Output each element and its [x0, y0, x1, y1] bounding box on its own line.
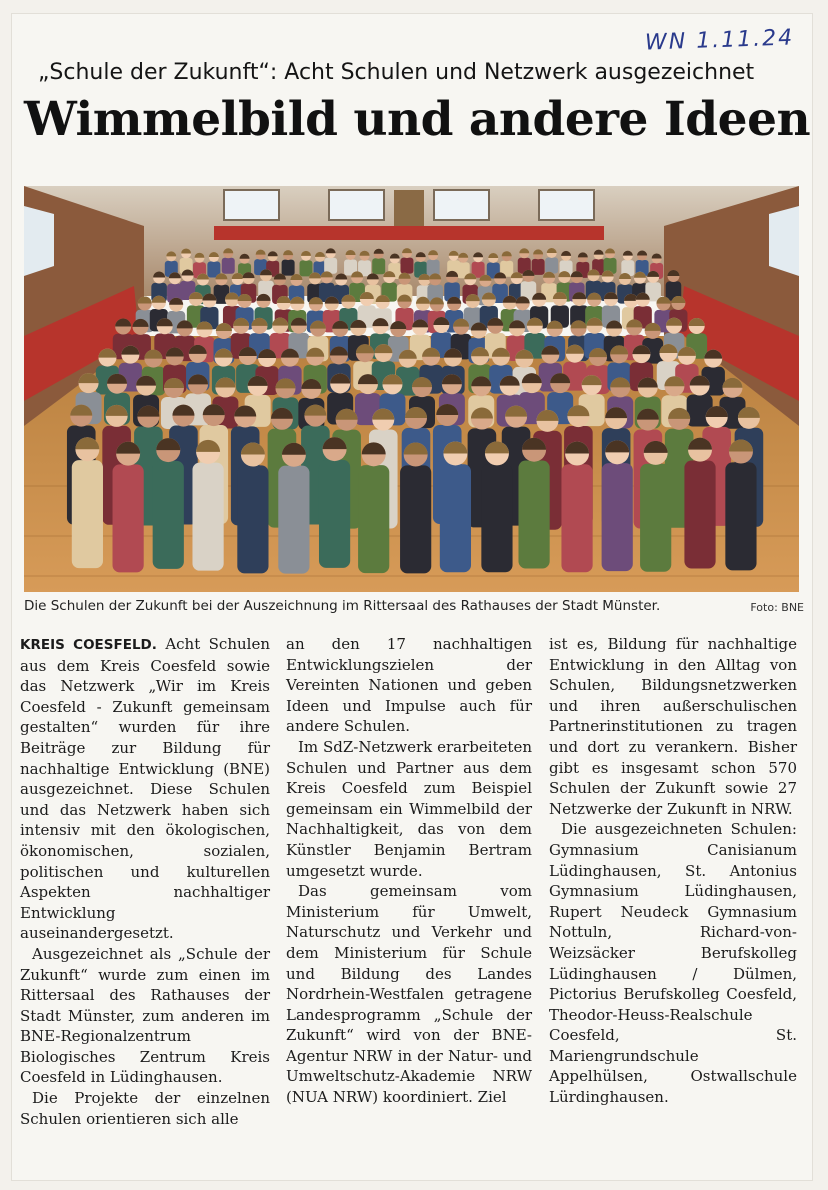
crowd-person-body	[358, 465, 389, 573]
paragraph: ist es, Bildung für nachhaltige Entwicklung in den Alltag von Schulen, Bildungsnetzwerken und ihren außerschulischen Partnerinstitutionen zu tragen und dort zu verankern. Bisher gibt es insgesamt schon 570 Schulen der Zukunft sowie 27 Netzwerke der Zukunft in NRW.	[549, 635, 797, 818]
crowd-person-body	[400, 465, 431, 573]
photo-caption: Die Schulen der Zukunft bei der Auszeichnung im Rittersaal des Rathauses der Stadt Münster.	[24, 598, 661, 614]
lead-paragraph	[20, 634, 270, 944]
crowd-person-body	[372, 258, 385, 274]
paragraph: Ausgezeichnet als „Schule der Zukunft“ wurde zum einen im Rittersaal des Rathauses der Stadt Münster, zum anderen im BNE-Regionalzentrum Biologisches Zentrum Kreis Coesfeld in Lüdinghausen.	[20, 944, 270, 1087]
article-column-2	[286, 634, 532, 1108]
crowd-person-body	[440, 464, 471, 572]
rittersaal-photo-illustration	[24, 186, 799, 592]
crowd-person-body	[300, 260, 313, 276]
paragraph: Die ausgezeichneten Schulen: Gymnasium Canisianum Lüdinghausen, St. Antonius Gymnasium Lüdinghausen, Rupert Neudeck Gymnasium Nottuln, Richard-von-Weizsäcker Berufskolleg Lüdinghausen / Dülmen, Pictorius Berufskolleg Coesfeld, Theodor-Heuss-Realschule Coesfeld, St. Mariengrundschule Appelhülsen, Ostwallschule Lürdinghausen.	[549, 820, 797, 1107]
crowd-person-body	[602, 463, 633, 571]
crowd-person-body	[518, 461, 549, 569]
crowd-person-body	[684, 460, 715, 568]
crowd-person-body	[545, 258, 558, 274]
group-photo	[24, 186, 799, 592]
crowd-person-body	[481, 464, 512, 572]
crowd-person-body	[72, 460, 103, 568]
paragraph: Im SdZ-Netzwerk erarbeiteten Schulen und Partner aus dem Kreis Coesfeld zum Beispiel gemeinsam ein Wimmelbild der Nachhaltigkeit, das von dem Künstler Benjamin Bertram umgesetzt wurde.	[286, 737, 532, 880]
crowd-person-body	[400, 258, 413, 274]
paragraph: an den 17 nachhaltigen Entwicklungszielen der Vereinten Nationen und geben Ideen und Impulse auch für andere Schulen.	[286, 635, 532, 736]
headline: Wimmelbild und andere Ideen	[24, 92, 811, 147]
dateline: KREIS COESFELD.	[20, 637, 157, 653]
photo-credit: Foto: BNE	[750, 601, 804, 614]
paragraph-text: Acht Schulen aus dem Kreis Coesfeld sowie das Netzwerk „Wir im Kreis Coesfeld - Zukunft gemeinsam gestalten“ wurden für ihre Beiträge zur Bildung für nachhaltige Entwicklung (BNE) ausgezeichnet. Diese Schulen und das Netzwerk haben sich intensiv mit den ökologischen, ökonomischen, sozialen, politischen und kulturellen Aspekten nachhaltiger Entwicklung auseinandergesetzt.	[20, 635, 270, 943]
crowd-person-body	[561, 464, 592, 572]
kicker-line: „Schule der Zukunft“: Acht Schulen und Netzwerk ausgezeichnet	[38, 60, 755, 85]
crowd-person-body	[278, 466, 309, 574]
crowd-person-body	[192, 463, 223, 571]
crowd-person-body	[222, 258, 235, 274]
crowd-person-body	[427, 260, 440, 276]
paragraph: Das gemeinsam vom Ministerium für Umwelt, Naturschutz und Verkehr und dem Ministerium für Schule und Bildung des Landes Nordrhein-Westfalen getragene Landesprogramm „Schule der Zukunft“ wird von der BNE-Agentur NRW in der Natur- und Umweltschutz-Akademie NRW (NUA NRW) koordiniert. Ziel	[286, 882, 532, 1107]
crowd-person-body	[640, 464, 671, 572]
paragraph: Die Projekte der einzelnen Schulen orientieren sich alle	[20, 1089, 270, 1128]
crowd-person-body	[319, 460, 350, 568]
crowd-person-body	[113, 464, 144, 572]
article-column-3	[549, 634, 797, 1108]
crowd-person-body	[282, 260, 295, 276]
crowd-person-body	[237, 465, 268, 573]
crowd-person-body	[532, 259, 545, 275]
crowd-person-body	[725, 462, 756, 570]
article-column-1	[20, 634, 270, 1129]
crowd-person-body	[324, 258, 337, 274]
crowd-person-body	[153, 461, 184, 569]
date-stamp: WN 1.11.24	[644, 25, 795, 56]
